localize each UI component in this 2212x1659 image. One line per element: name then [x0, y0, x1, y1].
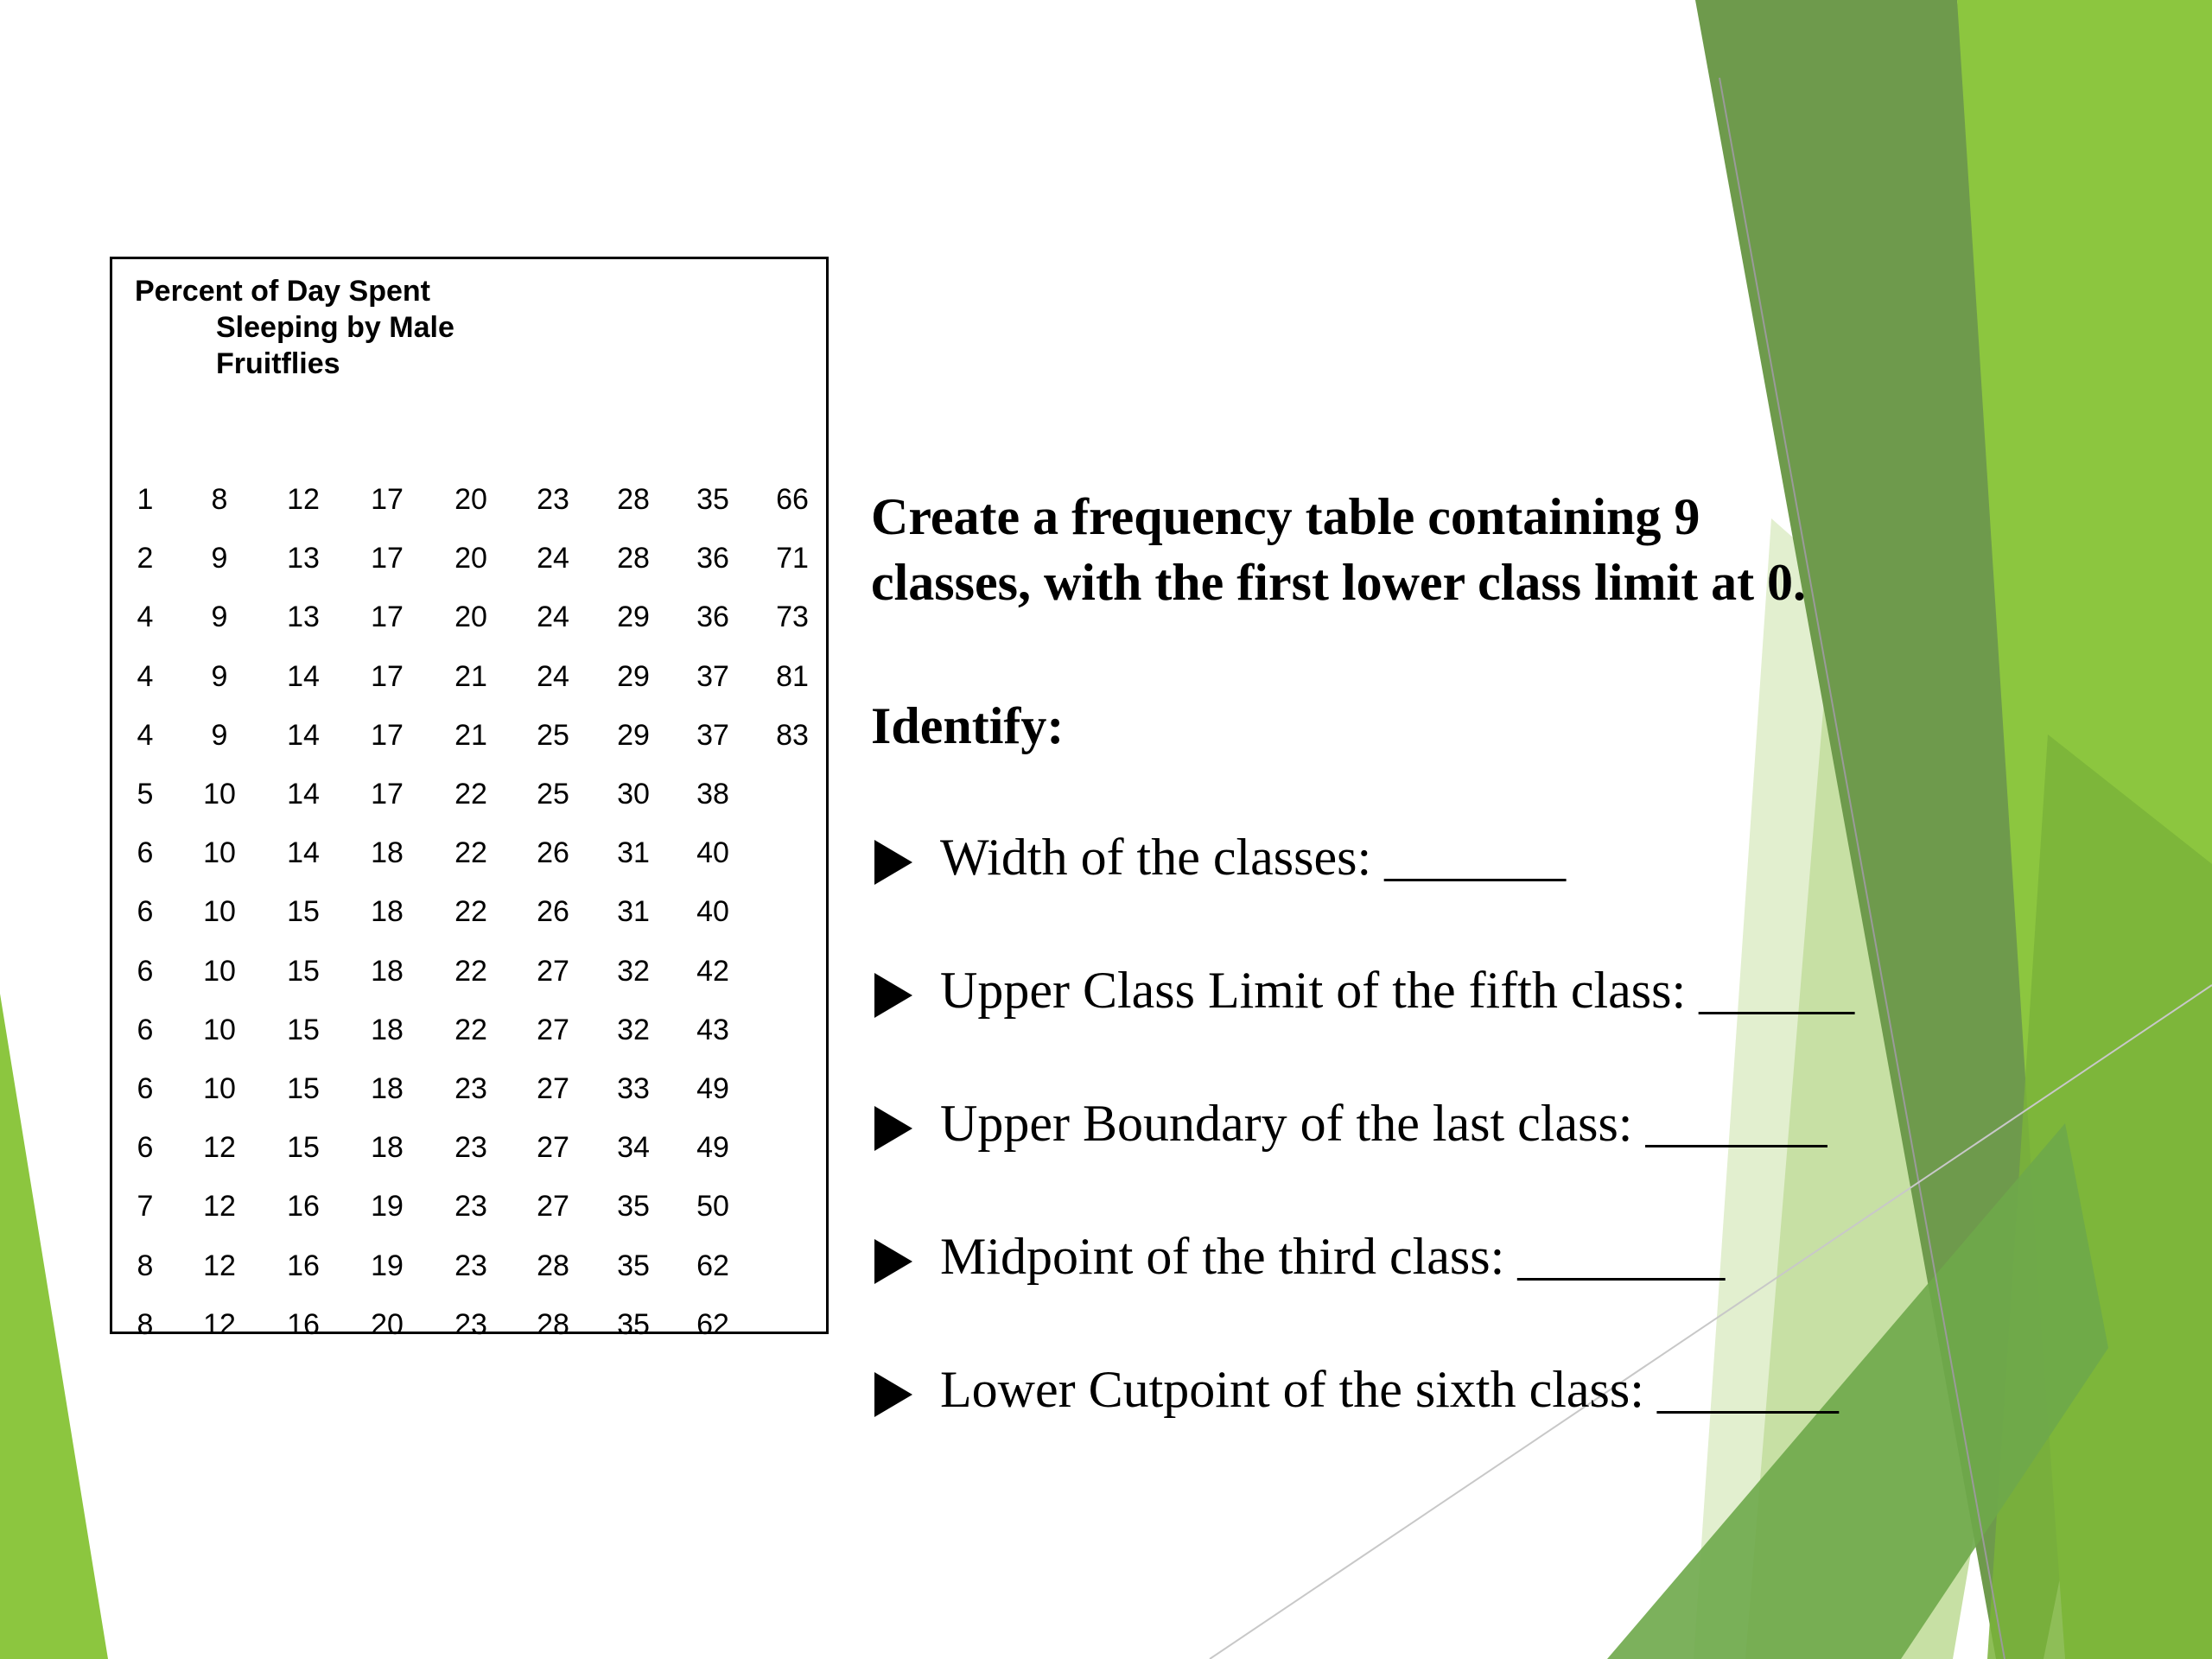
triangle-bullet-icon [874, 840, 912, 885]
table-cell: 15 [287, 954, 320, 988]
table-cell: 29 [617, 659, 650, 693]
table-cell: 23 [454, 1131, 487, 1165]
left-green-wedge [0, 994, 108, 1659]
table-cell: 35 [617, 1249, 650, 1282]
table-title-line: Sleeping by Male [216, 311, 454, 344]
table-cell: 17 [371, 601, 404, 634]
bullet-text: Upper Class Limit of the fifth class: ______ [940, 962, 1855, 1019]
table-cell: 8 [137, 1249, 154, 1282]
table-cell: 10 [203, 1013, 236, 1046]
table-cell: 43 [696, 1013, 729, 1046]
bullet-text: Lower Cutpoint of the sixth class: _______ [940, 1361, 1839, 1418]
table-cell: 62 [696, 1307, 729, 1341]
triangle-bullet-icon [874, 973, 912, 1018]
triangle-bullet-icon [874, 1372, 912, 1417]
table-cell: 38 [696, 778, 729, 810]
table-cell: 12 [203, 1131, 236, 1165]
table-cell: 12 [203, 1307, 236, 1341]
table-cell: 17 [371, 778, 404, 810]
table-cell: 9 [211, 601, 228, 634]
table-cell: 20 [454, 483, 487, 516]
table-cell: 35 [696, 483, 729, 516]
table-cell: 18 [371, 836, 404, 870]
table-cell: 13 [287, 542, 320, 575]
triangle-bullet-icon [874, 1239, 912, 1284]
table-cell: 27 [537, 954, 569, 988]
table-cell: 21 [454, 659, 487, 693]
table-cell: 14 [287, 836, 320, 870]
bullet-text: Midpoint of the third class: ________ [940, 1228, 1726, 1285]
table-cell: 12 [287, 483, 320, 516]
data-table-box [110, 257, 829, 1341]
table-cell: 27 [537, 1131, 569, 1165]
table-cell: 2 [137, 542, 154, 575]
table-cell: 22 [454, 954, 487, 988]
table-title-line: Fruitflies [216, 347, 340, 380]
table-cell: 18 [371, 1131, 404, 1165]
bullet-text: Width of the classes: _______ [940, 829, 1567, 886]
table-cell: 10 [203, 1072, 236, 1105]
table-cell: 23 [454, 1072, 487, 1105]
table-cell: 9 [211, 659, 228, 693]
table-cell: 25 [537, 718, 569, 752]
table-cell: 73 [776, 601, 809, 634]
table-cell: 19 [371, 1249, 404, 1282]
table-cell: 1 [137, 483, 154, 516]
table-cell: 5 [137, 778, 154, 810]
table-cell: 23 [454, 1249, 487, 1282]
table-cell: 32 [617, 1013, 650, 1046]
table-cell: 9 [211, 718, 228, 752]
table-cell: 15 [287, 1072, 320, 1105]
table-cell: 81 [776, 659, 809, 693]
table-cell: 40 [696, 895, 729, 929]
table-cell: 6 [137, 954, 154, 988]
table-cell: 36 [696, 542, 729, 575]
table-cell: 12 [203, 1249, 236, 1282]
table-cell: 24 [537, 601, 569, 634]
table-cell: 16 [287, 1190, 320, 1224]
table-cell: 29 [617, 718, 650, 752]
table-cell: 18 [371, 895, 404, 929]
table-cell: 20 [371, 1307, 404, 1341]
table-cell: 33 [617, 1072, 650, 1105]
table-cell: 37 [696, 659, 729, 693]
table-cell: 34 [617, 1131, 650, 1165]
table-cell: 19 [371, 1190, 404, 1224]
table-cell: 49 [696, 1131, 729, 1165]
data-grid [112, 259, 826, 1341]
table-cell: 8 [211, 483, 228, 516]
table-cell: 27 [537, 1190, 569, 1224]
table-cell: 36 [696, 601, 729, 634]
table-cell: 23 [537, 483, 569, 516]
table-cell: 62 [696, 1249, 729, 1282]
table-cell: 31 [617, 836, 650, 870]
table-cell: 37 [696, 718, 729, 752]
table-cell: 29 [617, 601, 650, 634]
table-cell: 17 [371, 542, 404, 575]
table-cell: 7 [137, 1190, 154, 1224]
table-cell: 28 [617, 483, 650, 516]
table-cell: 40 [696, 836, 729, 870]
table-cell: 20 [454, 601, 487, 634]
table-cell: 4 [137, 659, 154, 693]
table-cell: 35 [617, 1307, 650, 1341]
table-cell: 26 [537, 895, 569, 929]
bullet-text: Upper Boundary of the last class: _______ [940, 1095, 1827, 1152]
table-cell: 22 [454, 778, 487, 810]
table-title-line: Percent of Day Spent [135, 275, 430, 308]
table-cell: 24 [537, 542, 569, 575]
table-cell: 4 [137, 601, 154, 634]
table-cell: 10 [203, 895, 236, 929]
table-cell: 28 [617, 542, 650, 575]
instruction-line: Create a frequency table containing 9 [871, 488, 1700, 545]
table-cell: 17 [371, 718, 404, 752]
table-cell: 23 [454, 1190, 487, 1224]
table-cell: 17 [371, 483, 404, 516]
table-cell: 10 [203, 836, 236, 870]
table-cell: 71 [776, 542, 809, 575]
table-cell: 17 [371, 659, 404, 693]
table-cell: 6 [137, 895, 154, 929]
table-cell: 16 [287, 1249, 320, 1282]
table-cell: 18 [371, 1072, 404, 1105]
table-cell: 12 [203, 1190, 236, 1224]
table-cell: 10 [203, 778, 236, 810]
table-cell: 32 [617, 954, 650, 988]
table-cell: 18 [371, 954, 404, 988]
table-cell: 20 [454, 542, 487, 575]
table-cell: 24 [537, 659, 569, 693]
table-cell: 30 [617, 778, 650, 810]
table-cell: 31 [617, 895, 650, 929]
table-cell: 22 [454, 836, 487, 870]
table-cell: 18 [371, 1013, 404, 1046]
table-cell: 9 [211, 542, 228, 575]
table-cell: 6 [137, 836, 154, 870]
table-cell: 27 [537, 1072, 569, 1105]
table-cell: 22 [454, 895, 487, 929]
instruction-line: classes, with the first lower class limit at 0. [871, 554, 1807, 611]
table-cell: 15 [287, 1013, 320, 1046]
table-cell: 14 [287, 718, 320, 752]
table-cell: 28 [537, 1249, 569, 1282]
table-cell: 23 [454, 1307, 487, 1341]
table-cell: 22 [454, 1013, 487, 1046]
table-cell: 6 [137, 1013, 154, 1046]
table-cell: 27 [537, 1013, 569, 1046]
table-cell: 66 [776, 483, 809, 516]
table-cell: 8 [137, 1307, 154, 1341]
identify-heading: Identify: [871, 697, 1065, 754]
table-cell: 83 [776, 718, 809, 752]
table-cell: 6 [137, 1131, 154, 1165]
table-cell: 4 [137, 718, 154, 752]
table-cell: 14 [287, 659, 320, 693]
table-cell: 25 [537, 778, 569, 810]
table-cell: 26 [537, 836, 569, 870]
table-cell: 10 [203, 954, 236, 988]
table-cell: 16 [287, 1307, 320, 1341]
table-cell: 49 [696, 1072, 729, 1105]
table-cell: 15 [287, 895, 320, 929]
table-cell: 28 [537, 1307, 569, 1341]
table-cell: 6 [137, 1072, 154, 1105]
table-cell: 50 [696, 1190, 729, 1224]
table-cell: 42 [696, 954, 729, 988]
instruction-text [871, 484, 1994, 615]
triangle-bullet-icon [874, 1106, 912, 1151]
table-cell: 14 [287, 778, 320, 810]
table-cell: 21 [454, 718, 487, 752]
table-cell: 15 [287, 1131, 320, 1165]
table-cell: 35 [617, 1190, 650, 1224]
table-cell: 13 [287, 601, 320, 634]
